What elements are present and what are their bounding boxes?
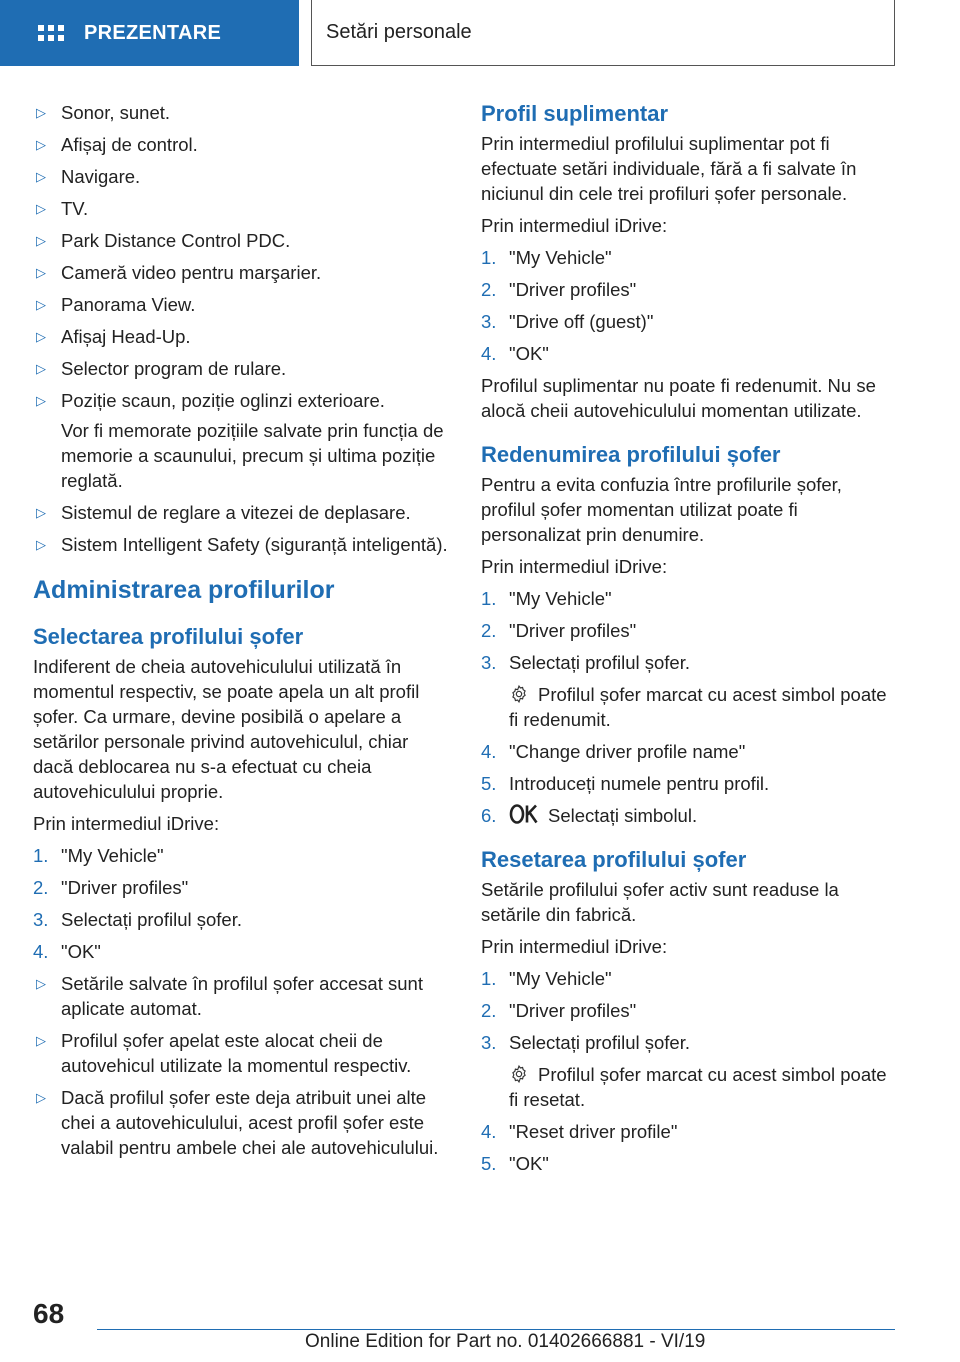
triangle-bullet-icon: ▷ [36, 201, 46, 216]
section-heading: Administrarea profilurilor [33, 576, 335, 604]
list-item: ▷ Poziție scaun, poziție oglinzi exterioare. [33, 388, 448, 413]
list-item: ▷ Sistemul de reglare a vitezei de deplasare. [33, 500, 448, 525]
section-tab-label: PREZENTARE [84, 21, 222, 44]
step-item: 1. "My Vehicle" [481, 247, 612, 268]
step-item: 3. "Drive off (guest)" [481, 311, 654, 332]
list-item: ▷ Park Distance Control PDC. [33, 228, 448, 253]
paragraph: Indiferent de cheia autovehiculului utilizată în momentul respectiv, se poate apela un alt profil șofer. Ca urmare, devine posibilă o apelare a setărilor personale privind autovehiculul, chiar dacă deblocarea nu s-a efectuat cu cheia autovehiculului proprie. [33, 656, 420, 802]
triangle-bullet-icon: ▷ [36, 329, 46, 344]
step-list [481, 245, 895, 366]
step-item: 4. "OK" [33, 941, 101, 962]
step-item: 4. "OK" [481, 343, 549, 364]
step-item: 3. Selectați profilul șofer. [33, 909, 242, 930]
step-list [33, 843, 448, 964]
list-item: ▷ Panorama View. [33, 292, 448, 317]
triangle-bullet-icon: ▷ [36, 233, 46, 248]
list-item: ▷ Sonor, sunet. [33, 100, 448, 125]
chapter-title: Setări personale [326, 21, 472, 43]
feature-list [33, 100, 448, 557]
triangle-bullet-icon: ▷ [36, 297, 46, 312]
paragraph: Pentru a evita confuzia între profilurile șofer, profilul șofer momentan utilizat poate fi personalizat prin denumire. [481, 474, 842, 545]
triangle-bullet-icon: ▷ [36, 169, 46, 184]
paragraph: Setările profilului șofer activ sunt readuse la setările din fabrică. [481, 879, 839, 925]
list-item: ▷ Navigare. [33, 164, 448, 189]
list-item: ▷ Afișaj de control. [33, 132, 448, 157]
step-item: 4. "Change driver profile name" [481, 741, 746, 762]
step-item: 4. "Reset driver profile" [481, 1121, 678, 1142]
subsection-heading: Redenumirea profilului șofer [481, 442, 781, 467]
page-number: 68 [33, 1298, 65, 1329]
left-column [33, 100, 448, 1167]
step-item: 5. "OK" [481, 1153, 549, 1174]
list-item: ▷ Cameră video pentru marşarier. [33, 260, 448, 285]
subsection-heading: Selectarea profilului șofer [33, 624, 304, 649]
grid-menu-icon [38, 25, 64, 41]
step-list [481, 966, 895, 1176]
triangle-bullet-icon: ▷ [36, 537, 46, 552]
step-item: 2. "Driver profiles" [33, 877, 189, 898]
subsection-heading: Resetarea profilului șofer [481, 847, 747, 872]
triangle-bullet-icon: ▷ [36, 393, 46, 408]
list-item: ▷ TV. [33, 196, 448, 221]
step-item: 2. "Driver profiles" [481, 1000, 637, 1021]
list-item: ▷ Dacă profilul șofer este deja atribuit unei alte chei a autovehiculului, acest profil șofer este valabil pentru ambele chei ale autovehiculului. [33, 1085, 448, 1160]
triangle-bullet-icon: ▷ [36, 265, 46, 280]
list-item: ▷ Afișaj Head-Up. [33, 324, 448, 349]
footer-edition: Online Edition for Part no. 01402666881 - VI/19 [305, 1331, 706, 1352]
triangle-bullet-icon: ▷ [36, 361, 46, 376]
triangle-bullet-icon: ▷ [36, 505, 46, 520]
step-item: 5. Introduceți numele pentru profil. [481, 773, 770, 794]
subsection-heading: Profil suplimentar [481, 101, 669, 126]
list-item-note: Vor fi memorate pozițiile salvate prin funcția de memorie a scaunului, precum și ultima poziție reglată. [61, 420, 444, 491]
step-item: 1. "My Vehicle" [481, 588, 612, 609]
step-item: 6. Selectați simbolul. [481, 805, 698, 826]
right-column [481, 100, 895, 1183]
list-item: ▷ Selector program de rulare. [33, 356, 448, 381]
paragraph: Profilul suplimentar nu poate fi redenumit. Nu se alocă cheii autovehiculului momentan utilizate. [481, 375, 876, 421]
paragraph: Prin intermediul iDrive: [481, 556, 668, 577]
paragraph: Prin intermediul iDrive: [481, 215, 668, 236]
triangle-bullet-icon: ▷ [36, 105, 46, 120]
chapter-title-box [311, 0, 895, 66]
footer-divider [97, 1329, 895, 1330]
step-item: 2. "Driver profiles" [481, 279, 637, 300]
paragraph: Prin intermediul iDrive: [481, 936, 668, 957]
step-note: Profilul șofer marcat cu acest simbol poate fi resetat. [509, 1064, 887, 1110]
step-note: Profilul șofer marcat cu acest simbol poate fi redenumit. [509, 684, 887, 730]
triangle-bullet-icon: ▷ [36, 137, 46, 152]
ok-symbol-icon [509, 803, 539, 825]
paragraph: Prin intermediul iDrive: [33, 813, 220, 834]
list-item: ▷ Profilul șofer apelat este alocat cheii de autovehicul utilizate la momentul respectiv. [33, 1028, 448, 1078]
step-item: 3. Selectați profilul șofer. [481, 1032, 690, 1053]
paragraph: Prin intermediul profilului suplimentar pot fi efectuate setări individuale, fără a fi salvate în niciunul din cele trei profiluri șofer personale. [481, 133, 857, 204]
step-list [481, 586, 895, 828]
triangle-bullet-icon: ▷ [36, 1090, 46, 1105]
step-item: 1. "My Vehicle" [481, 968, 612, 989]
list-item: ▷ Setările salvate în profilul șofer accesat sunt aplicate automat. [33, 971, 448, 1021]
triangle-bullet-icon: ▷ [36, 1033, 46, 1048]
list-item: ▷ Sistem Intelligent Safety (siguranță inteligentă). [33, 532, 448, 557]
gear-icon [509, 1064, 529, 1084]
step-item: 1. "My Vehicle" [33, 845, 164, 866]
gear-icon [509, 684, 529, 704]
result-list [33, 971, 448, 1160]
step-item: 2. "Driver profiles" [481, 620, 637, 641]
section-tab[interactable] [0, 0, 299, 66]
triangle-bullet-icon: ▷ [36, 976, 46, 991]
step-item: 3. Selectați profilul șofer. [481, 652, 690, 673]
